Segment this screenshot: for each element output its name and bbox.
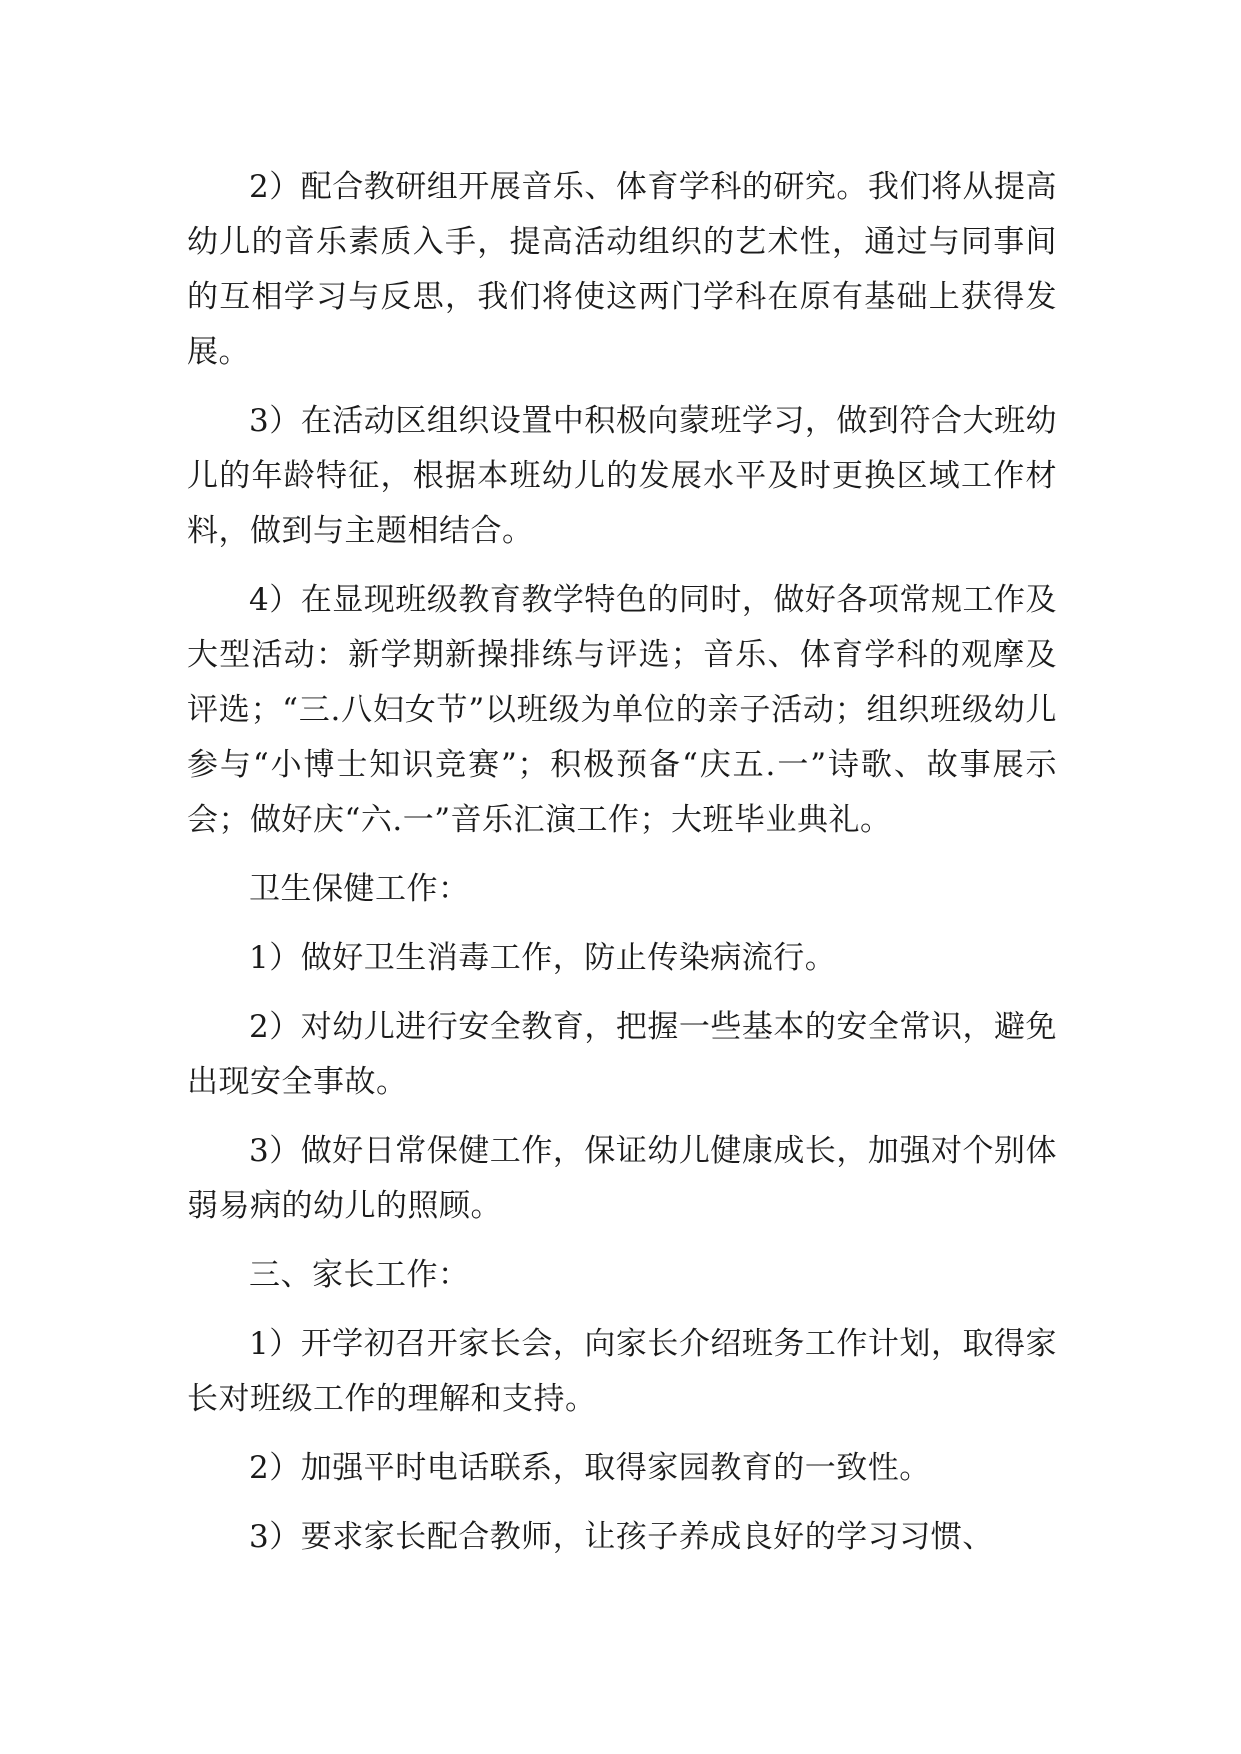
heading-parent-work: 三、家长工作：: [249, 1257, 470, 1293]
paragraph-study-habits: 3）要求家长配合教师，让孩子养成良好的学习习惯、: [249, 1519, 994, 1555]
paragraph-safety-education: 2）对幼儿进行安全教育，把握一些基本的安全常识，避免出现安全事故。: [187, 1009, 1057, 1100]
paragraph-phone-contact: 2）加强平时电话联系，取得家园教育的一致性。: [249, 1450, 931, 1486]
document-body: [187, 160, 1057, 1579]
paragraph-routine-activities: 4）在显现班级教育教学特色的同时，做好各项常规工作及大型活动：新学期新操排练与评选；音乐、体育学科的观摩及评选；“三.八妇女节”以班级为单位的亲子活动；组织班级幼儿参与“小博士知识竞赛”；积极预备“庆五.一”诗歌、故事展示会；做好庆“六.一”音乐汇演工作；大班毕业典礼。: [187, 582, 1057, 838]
heading-health-care: 卫生保健工作：: [249, 871, 470, 907]
paragraph-disinfection: 1）做好卫生消毒工作，防止传染病流行。: [249, 940, 837, 976]
paragraph-parent-meeting: 1）开学初召开家长会，向家长介绍班务工作计划，取得家长对班级工作的理解和支持。: [187, 1326, 1057, 1417]
paragraph-daily-health: 3）做好日常保健工作，保证幼儿健康成长，加强对个别体弱易病的幼儿的照顾。: [187, 1133, 1057, 1224]
paragraph-activity-area: 3）在活动区组织设置中积极向蒙班学习，做到符合大班幼儿的年龄特征，根据本班幼儿的发展水平及时更换区域工作材料，做到与主题相结合。: [187, 403, 1057, 549]
paragraph-music-pe-research: 2）配合教研组开展音乐、体育学科的研究。我们将从提高幼儿的音乐素质入手，提高活动组织的艺术性，通过与同事间的互相学习与反思，我们将使这两门学科在原有基础上获得发展。: [187, 169, 1057, 370]
